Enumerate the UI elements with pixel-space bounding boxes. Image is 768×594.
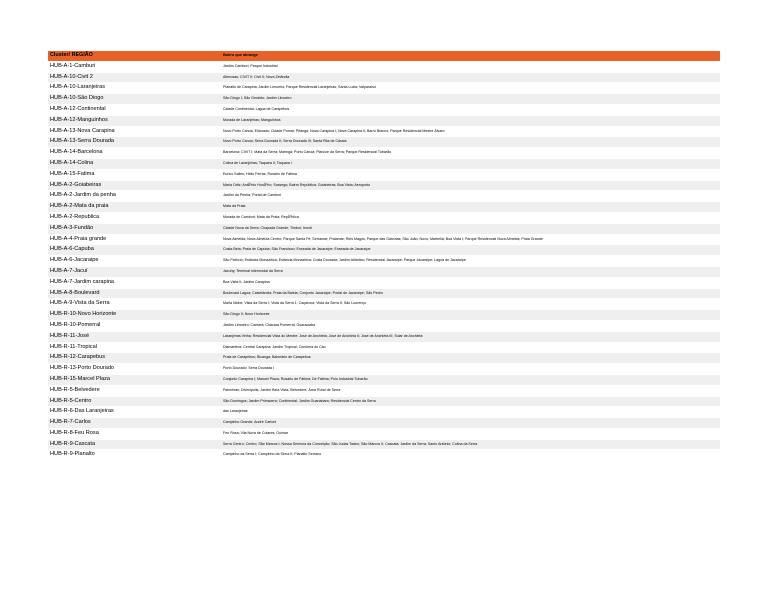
bairros-cell: Diamantina; Central Carapina; Jardim Tropical; Conômia do Cáu [222, 342, 720, 353]
hub-cell: HUB-A-6-Capuba [48, 245, 222, 256]
table-row [48, 212, 720, 223]
bairros-cell: Planalto de Carapina; Jardim Limoeiro; Parque Residencial Laranjeiras; Santa Luzia; Valparaíso [222, 83, 720, 94]
bairros-cell: Jardim da Penha; Portal de Camburi [222, 191, 720, 202]
bairros-cell: Boulevard Lagoa; Castelândia; Praia da Baleia; Conjunto Jacaraípe; Portal de Jacaraípe; São Pedro [222, 288, 720, 299]
hub-cell: HUB-A-8-Boulevard [48, 288, 222, 299]
table-row [48, 288, 720, 299]
bairros-cell: Serra Centro; Centro; São Marcos I; Nossa Senhora da Conceição; São Judas Tadeu; São Marcos II; Cascata; Jardim da Serra; Santo Antônio; Colina da Serra [222, 439, 720, 450]
bairros-cell: das Laranjeiras [222, 407, 720, 418]
table-row [48, 331, 720, 342]
bairros-cell: Eurico Salles; Hélio Ferraz; Rosário de Fátima [222, 169, 720, 180]
bairros-cell: Campinho da Serra I; Campinho da Serra II; Planalto Serrano [222, 450, 720, 461]
bairros-cell: Jardim Limoeiro; Camará; Chácara Pomerral; Guaraciaba [222, 320, 720, 331]
table-row [48, 299, 720, 310]
bairros-cell: Feu Rosa; Vila Nova de Colares; Ouimar [222, 428, 720, 439]
table-row [48, 104, 720, 115]
hub-cell: HUB-A-7-Jardim carapina [48, 277, 222, 288]
bairros-cell: Barcelona; CIVIT I; Mata da Serra; Maringá; Porto Canoa; Planície da Serra; Parque Residencial Tubarão [222, 148, 720, 159]
table-row [48, 396, 720, 407]
hub-bairro-table [48, 51, 720, 461]
hub-cell: HUB-A-12-Manguinhos [48, 115, 222, 126]
bairros-cell: São Domingos; Jardim Primavera; Continental; Jardim Guanabara; Residencial Centro da Serra [222, 396, 720, 407]
table-row [48, 342, 720, 353]
table-row [48, 428, 720, 439]
table-row [48, 385, 720, 396]
table-row [48, 266, 720, 277]
bairros-cell: Jardim Camburi; Parque Industrial [222, 61, 720, 72]
header-cluster-regiao: Cluster/ REGIÃO [48, 51, 222, 61]
table-row [48, 407, 720, 418]
hub-cell: HUB-A-14-Colina [48, 158, 222, 169]
hub-cell: HUB-A-2-Goiabeiras [48, 180, 222, 191]
table-row [48, 223, 720, 234]
hub-cell: HUB-A-13-Serra Dourada [48, 137, 222, 148]
bairros-cell: Maria Ortiz; AntÃ³nio HonÃ³rio; Sossego; Bairro República; Goiabeiras; Boa Vista; Aeroporto [222, 180, 720, 191]
table-row [48, 450, 720, 461]
hub-cell: HUB-A-2-Jardim da penha [48, 191, 222, 202]
table-row [48, 94, 720, 105]
bairros-cell: São Patrício; Estância Monazítica; Estância Monazítica; Costa Dourada; Jardim Atlântico; Residencial Jacaraípe; Parque Jacaraípe; Lagoa de Jacaraípe [222, 256, 720, 267]
hub-cell: HUB-A-2-Republica [48, 212, 222, 223]
bairros-cell: São Diogo II; Novo Horizonte [222, 310, 720, 321]
hub-cell: HUB-R-13-Porto Dourado [48, 364, 222, 375]
bairros-cell: Mata da Praia [222, 202, 720, 213]
table-row [48, 126, 720, 137]
bairros-cell: Conjunto Carapina I; Manoel Plaza; Rosário de Fátima; De Fátima; Polo Industrial Tubarão [222, 374, 720, 385]
bairros-cell: Morada de Laranjeiras; Manguinhos [222, 115, 720, 126]
table-row [48, 234, 720, 245]
table-row [48, 310, 720, 321]
table-row [48, 245, 720, 256]
bairros-cell: Cidade Nova da Serra; Chapada Grande; Timbuí; Irundi [222, 223, 720, 234]
table-row [48, 353, 720, 364]
table-row [48, 320, 720, 331]
bairros-cell: São Diogo I; São Geraldo; Jardim Limoeiro [222, 94, 720, 105]
bairros-cell: Cidade Continental; Lagoa de Carapebus [222, 104, 720, 115]
bairros-cell: Novo Porto Canoa; Serra Dourada II; Serra Dourada III; Santa Rita de Cássia [222, 137, 720, 148]
header-bairro-que-abrange: Bairro que abrange [222, 51, 720, 61]
table-row [48, 418, 720, 429]
hub-cell: HUB-R-5-Centro [48, 396, 222, 407]
hub-cell: HUB-A-3-Fundão [48, 223, 222, 234]
hub-cell: HUB-A-10-Laranjeiras [48, 83, 222, 94]
hub-cell: HUB-A-14-Barcelona [48, 148, 222, 159]
table-row [48, 364, 720, 375]
hub-cell: HUB-R-9-Planalto [48, 450, 222, 461]
hub-cell: HUB-A-9-Vista da Serra [48, 299, 222, 310]
hub-cell: HUB-A-12-Continental [48, 104, 222, 115]
hub-cell: HUB-A-10-Civit 2 [48, 72, 222, 83]
hub-cell: HUB-R-8-Feu Rosa [48, 428, 222, 439]
hub-cell: HUB-R-5-Belvedere [48, 385, 222, 396]
table-row [48, 137, 720, 148]
bairros-cell: Alterosas; CIVIT II; Civit II; Nova Zelândia [222, 72, 720, 83]
bairros-cell: Nova Almeida; Nova Almeida Centro; Parque Santa Fé; Serramar; Praiamar; Reis Magos; Parque das Gaivotas; São João; Novo; Marbella; Boa Vista I; Parque Residencial Nova Almeida; Praia Grande [222, 234, 720, 245]
table-row [48, 115, 720, 126]
hub-cell: HUB-R-15-Marcel Plaza [48, 374, 222, 385]
table-row [48, 83, 720, 94]
table-row [48, 148, 720, 159]
bairros-cell: Maria Niobe; Vista da Serra I; Vista da Serra 1; Caçaroca; Vista da Serra II; São Lourenço [222, 299, 720, 310]
hub-cell: HUB-A-15-Fatima [48, 169, 222, 180]
hub-cell: HUB-R-10-Novo Horizonte [48, 310, 222, 321]
table-body [48, 51, 720, 461]
hub-cell: HUB-R-11-Tropical [48, 342, 222, 353]
bairros-cell: Campinho Grande; André Carloni [222, 418, 720, 429]
bairros-cell: Morada de Camburi; Mata da Praia; RepÃºblica [222, 212, 720, 223]
hub-cell: HUB-A-4-Praia grande [48, 234, 222, 245]
hub-cell: HUB-A-7-Jacuí [48, 266, 222, 277]
hub-cell: HUB-A-10-São Diogo [48, 94, 222, 105]
hub-cell: HUB-A-1-Camburi [48, 61, 222, 72]
table-row [48, 180, 720, 191]
bairros-cell: Laranjeiras Velha; Residencial Vista do Mestre; José de Anchieta; José de Anchieta II; José de Anchieta III; Solar de Anchieta [222, 331, 720, 342]
table-row [48, 191, 720, 202]
table-row [48, 374, 720, 385]
hub-cell: HUB-R-6-Das Laranjeiras [48, 407, 222, 418]
hub-cell: HUB-A-13-Nova Carapina [48, 126, 222, 137]
hub-cell: HUB-R-10-Pomerral [48, 320, 222, 331]
hub-cell: HUB-R-12-Carapebus [48, 353, 222, 364]
bairros-cell: Porto Dourado; Serra Dourada I [222, 364, 720, 375]
hub-cell: HUB-A-6-Jacaraipe [48, 256, 222, 267]
hub-cell: HUB-R-7-Carlos [48, 418, 222, 429]
table-row [48, 277, 720, 288]
bairros-cell: Boa Vista II; Jardim Carapina [222, 277, 720, 288]
table-row [48, 439, 720, 450]
bairros-cell: Novo Porto Canoa; Eldorado; Cidade Pomar; Pitanga; Nova Carapina I; Nova Carapina II; Barro Branco; Parque Residencial Mestre Álvaro [222, 126, 720, 137]
table-row [48, 158, 720, 169]
table-row [48, 169, 720, 180]
bairros-cell: Jacuhy; Terminal Intermodal da Serra [222, 266, 720, 277]
hub-cell: HUB-R-11-José [48, 331, 222, 342]
table-row [48, 202, 720, 213]
bairros-cell: Palmeiras; Divinópolis; Jardim Bela Vista; Belvedere; Área Rural de Serra [222, 385, 720, 396]
hub-cell: HUB-R-9-Cascata [48, 439, 222, 450]
bairros-cell: Praia de Carapebus; Bicanga; Balneário de Carapebus [222, 353, 720, 364]
bairros-cell: Costa Bela; Praia de Capuba; São Francisco; Enseada de Jacaraípe; Enseada de Jacaraípe [222, 245, 720, 256]
table-row [48, 61, 720, 72]
table-row [48, 256, 720, 267]
table-header-row [48, 51, 720, 61]
hub-cell: HUB-A-2-Mata da praia [48, 202, 222, 213]
bairros-cell: Colina de Laranjeiras; Taquara II; Taquara I [222, 158, 720, 169]
table-row [48, 72, 720, 83]
